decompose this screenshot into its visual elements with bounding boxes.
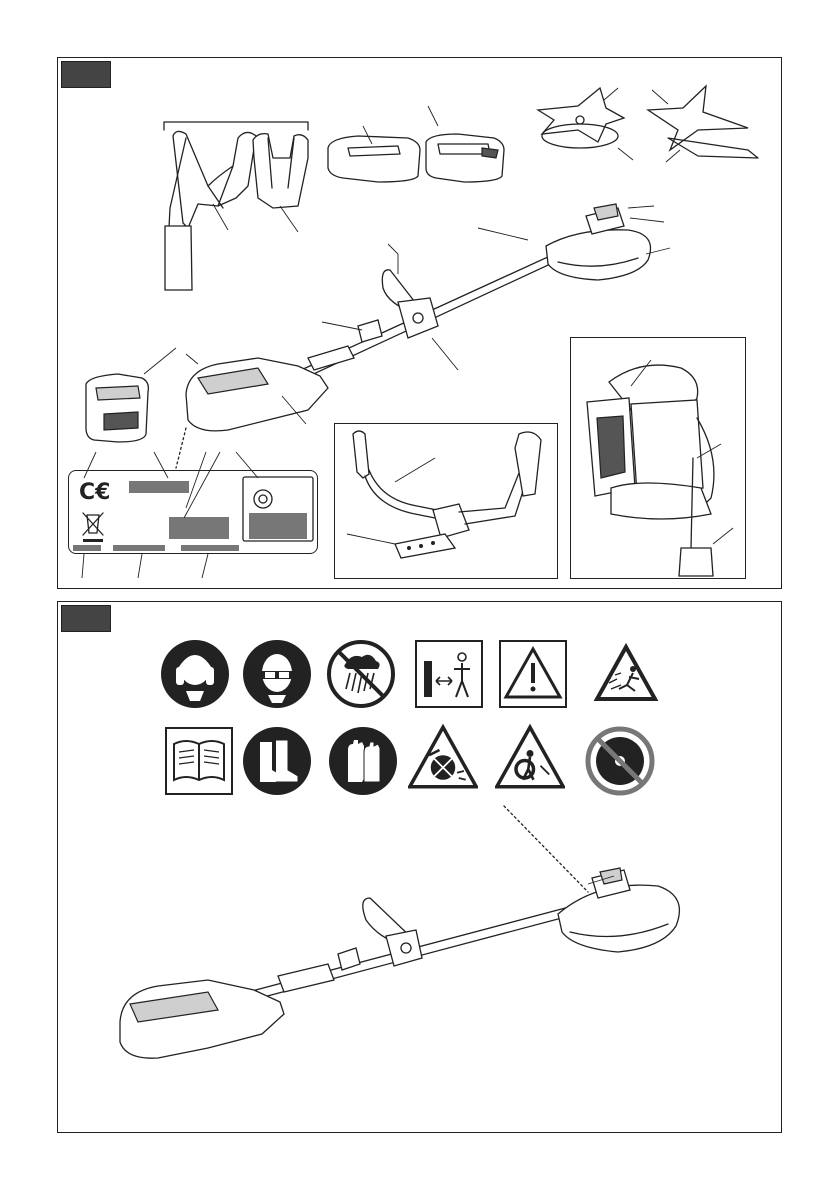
- charger-drawing: [328, 126, 420, 182]
- backpack-inset: [570, 337, 746, 579]
- shoulder-harness-drawing: [165, 131, 256, 290]
- figure-panel-2: [57, 601, 782, 1133]
- handlebar-inset: [334, 423, 558, 579]
- weee-bin-icon: [83, 513, 103, 542]
- ce-mark: C€: [79, 480, 111, 505]
- rating-plate-drawing: [69, 471, 319, 555]
- brush-blade-drawing: [538, 88, 633, 160]
- tri-blade-drawing: [648, 86, 758, 162]
- battery-drawing: [426, 106, 504, 182]
- figure-panel-1: [57, 57, 782, 589]
- voltage-connector-icon: [254, 490, 272, 508]
- trimmer-drawing: [120, 868, 679, 1058]
- handlebar-drawing: [335, 424, 559, 580]
- rating-plate: [68, 470, 318, 554]
- hip-pad-drawing: [253, 134, 308, 208]
- battery-pack-drawing: [86, 374, 148, 442]
- trimmer-symbol-placement-drawing: [58, 602, 783, 1134]
- backpack-battery-drawing: [571, 338, 747, 580]
